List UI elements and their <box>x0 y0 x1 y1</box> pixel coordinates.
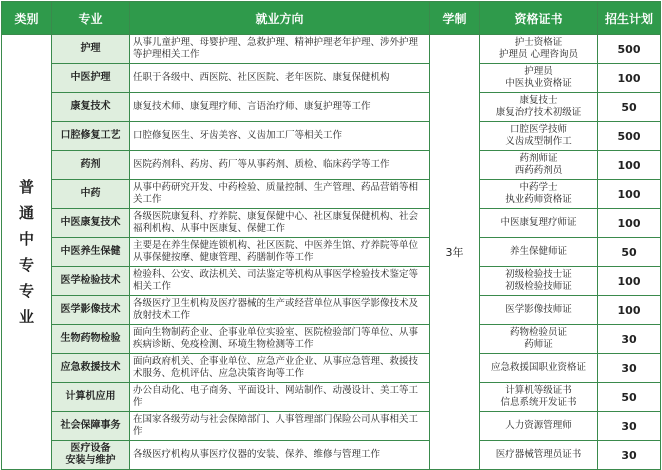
direction-cell: 在国家各级劳动与社会保障部门、人事管理部门保险公司从事相关工作 <box>130 412 430 441</box>
plan-cell: 500 <box>598 35 661 64</box>
certificate-line: 中医执业资格证 <box>505 78 572 89</box>
plan-cell: 100 <box>598 267 661 296</box>
certificate-line: 护理员 心理咨询员 <box>498 49 579 60</box>
table-row <box>2 296 661 325</box>
plan-cell: 50 <box>598 93 661 122</box>
category-char: 业 <box>18 308 34 326</box>
major-cell: 医学影像技术 <box>52 296 130 325</box>
major-cell: 中药 <box>52 180 130 209</box>
certificate-line: 义齿成型制作工 <box>505 136 572 147</box>
table-row <box>2 441 661 470</box>
certificate-cell <box>480 354 598 383</box>
major-cell: 计算机应用 <box>52 383 130 412</box>
category-char: 专 <box>18 256 34 274</box>
plan-cell: 100 <box>598 180 661 209</box>
category-char: 专 <box>18 282 34 300</box>
direction-cell: 任职于各级中、西医院、社区医院、老年医院、康复保健机构 <box>130 64 430 93</box>
table-row <box>2 354 661 383</box>
certificate-cell <box>480 238 598 267</box>
table-row <box>2 267 661 296</box>
plan-cell: 100 <box>598 151 661 180</box>
category-char: 通 <box>18 204 34 222</box>
direction-cell: 各级医院康复科、疗养院、康复保健中心、社区康复保健机构、社会福利机构、从事中医康复、保健工作 <box>130 209 430 238</box>
major-cell: 社会保障事务 <box>52 412 130 441</box>
table-row <box>2 238 661 267</box>
certificate-line: 初级检验技士证 <box>505 269 572 280</box>
plan-cell: 500 <box>598 122 661 151</box>
major-cell: 中医护理 <box>52 64 130 93</box>
certificate-line: 人力资源管理师 <box>505 420 572 431</box>
certificate-line: 养生保健师证 <box>509 246 567 257</box>
plan-cell: 30 <box>598 354 661 383</box>
major-cell: 中医养生保健 <box>52 238 130 267</box>
direction-cell: 医院药剂科、药房、药厂等从事药剂、质检、临床药学等工作 <box>130 151 430 180</box>
major-line: 安装与维护 <box>65 455 116 466</box>
plan-cell: 30 <box>598 412 661 441</box>
plan-cell: 30 <box>598 441 661 470</box>
years-cell: 3年 <box>430 35 480 470</box>
direction-cell: 主要是在养生保健连锁机构、社区医院、中医养生馆、疗养院等单位从事保健按摩、健康管理、药膳制作等工作 <box>130 238 430 267</box>
header-certificate: 资格证书 <box>480 2 598 35</box>
direction-cell: 口腔修复医生、牙齿美容、义齿加工厂等相关工作 <box>130 122 430 151</box>
major-cell: 生物药物检验 <box>52 325 130 354</box>
table-row <box>2 180 661 209</box>
direction-cell: 康复技术师、康复理疗师、言语治疗师、康复护理等工作 <box>130 93 430 122</box>
direction-cell: 面向政府机关、企事业单位、应急产业企业、从事应急管理、救援技术服务、危机评估、应急决策咨询等工作 <box>130 354 430 383</box>
certificate-line: 医学影像技师证 <box>505 304 572 315</box>
table-row <box>2 122 661 151</box>
table-row <box>2 209 661 238</box>
major-cell: 护理 <box>52 35 130 64</box>
plan-cell: 100 <box>598 209 661 238</box>
plan-cell: 100 <box>598 296 661 325</box>
certificate-line: 护理员 <box>524 66 553 77</box>
certificate-cell <box>480 441 598 470</box>
major-cell: 中医康复技术 <box>52 209 130 238</box>
major-cell: 医学检验技术 <box>52 267 130 296</box>
certificate-cell <box>480 93 598 122</box>
table-row <box>2 412 661 441</box>
direction-cell: 各级医疗机构从事医疗仪器的安装、保养、维修与管理工作 <box>130 441 430 470</box>
direction-cell: 从事中药研究开发、中药检验、质量控制、生产管理、药品营销等相关工作 <box>130 180 430 209</box>
certificate-cell <box>480 383 598 412</box>
certificate-cell <box>480 151 598 180</box>
major-cell: 药剂 <box>52 151 130 180</box>
plan-cell: 100 <box>598 64 661 93</box>
certificate-line: 药物检验员证 <box>509 327 567 338</box>
direction-cell: 办公自动化、电子商务、平面设计、网站制作、动漫设计、美工等工作 <box>130 383 430 412</box>
certificate-line: 计算机等级证书 <box>505 385 572 396</box>
table-row <box>2 64 661 93</box>
major-cell: 应急救援技术 <box>52 354 130 383</box>
direction-cell: 检验科、公安、政法机关、司法鉴定等机构从事医学检验技术鉴定等相关工作 <box>130 267 430 296</box>
certificate-line: 药师证 <box>524 339 553 350</box>
certificate-line: 中药学士 <box>519 182 558 193</box>
certificate-cell <box>480 180 598 209</box>
direction-cell: 面向生物制药企业、企事业单位实验室、医院检验部门等单位、从事疾病诊断、免疫检测、环境生物检测等工作 <box>130 325 430 354</box>
certificate-cell <box>480 296 598 325</box>
certificate-line: 中医康复理疗师证 <box>500 217 577 228</box>
certificate-line: 信息系统开发证书 <box>500 397 577 408</box>
certificate-line: 西药药剂员 <box>514 165 563 176</box>
header-direction: 就业方向 <box>130 2 430 35</box>
major-line: 医疗设备 <box>70 443 111 454</box>
plan-cell: 50 <box>598 383 661 412</box>
major-cell: 口腔修复工艺 <box>52 122 130 151</box>
certificate-line: 应急救援国职业资格证 <box>490 362 586 373</box>
certificate-line: 口腔医学技师 <box>509 124 567 135</box>
category-cell <box>2 35 52 470</box>
table-row <box>2 93 661 122</box>
major-cell <box>52 441 130 470</box>
certificate-line: 药剂师证 <box>519 153 558 164</box>
category-char: 中 <box>18 230 34 248</box>
certificate-cell <box>480 325 598 354</box>
certificate-line: 初级检验技师证 <box>505 281 572 292</box>
direction-cell: 各级医疗卫生机构及医疗器械的生产或经营单位从事医学影像技术及放射技术工作 <box>130 296 430 325</box>
plan-cell: 50 <box>598 238 661 267</box>
table-row <box>2 383 661 412</box>
header-major: 专业 <box>52 2 130 35</box>
header-years: 学制 <box>430 2 480 35</box>
certificate-line: 医疗器械管理员证书 <box>495 449 582 460</box>
certificate-cell <box>480 122 598 151</box>
enrollment-table <box>1 1 661 470</box>
category-char: 普 <box>18 178 34 196</box>
table-header-row <box>2 2 661 35</box>
table-row <box>2 325 661 354</box>
certificate-cell <box>480 412 598 441</box>
certificate-cell <box>480 64 598 93</box>
table-row <box>2 151 661 180</box>
header-plan: 招生计划 <box>598 2 661 35</box>
certificate-cell <box>480 35 598 64</box>
certificate-line: 执业药师资格证 <box>505 194 572 205</box>
plan-cell: 30 <box>598 325 661 354</box>
certificate-line: 护士资格证 <box>514 37 563 48</box>
table-row <box>2 35 661 64</box>
certificate-cell <box>480 209 598 238</box>
certificate-line: 康复治疗技术初级证 <box>495 107 582 118</box>
major-cell: 康复技术 <box>52 93 130 122</box>
certificate-cell <box>480 267 598 296</box>
certificate-line: 康复技士 <box>519 95 558 106</box>
header-category: 类别 <box>2 2 52 35</box>
direction-cell: 从事儿童护理、母婴护理、急救护理、精神护理老年护理、涉外护理等护理相关工作 <box>130 35 430 64</box>
